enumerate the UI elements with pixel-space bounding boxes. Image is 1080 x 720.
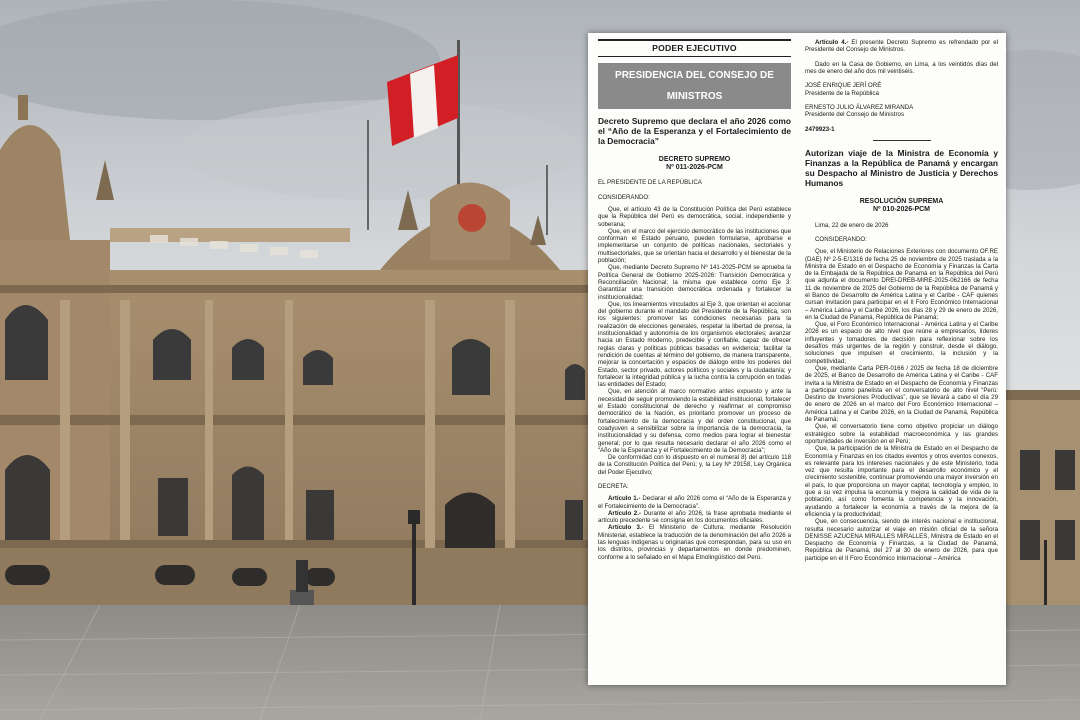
decree-number (598, 156, 791, 172)
section-header: PODER EJECUTIVO (598, 39, 791, 57)
paragraph: De conformidad con lo dispuesto en el numeral 8) del artículo 118 de la Constitución Política del Perú; y, la Ley Nº 29158, Ley Orgánica del Poder Ejecutivo; (598, 454, 791, 476)
resolution-type: RESOLUCIÓN SUPREMA (859, 198, 944, 206)
article-text: El Ministerio de Cultura, mediante Resolución Ministerial, establece la traducción de la denominación del año 2026 a las lenguas indígenas u originarias que correspondan, para su uso en los distritos, provincias y departamentos en donde predominen, conforme a lo señalado en el Mapa Etnolingüístico del Perú. (598, 524, 791, 561)
signer-name: JOSÉ ENRIQUE JERÍ ORÉ (805, 82, 882, 90)
signer-role: Presidente de la República (805, 89, 879, 97)
resolution-title: Autorizan viaje de la Ministra de Economía y Finanzas a la República de Panamá y encargan su Despacho al Ministro de Justicia y Derechos Humanos (805, 148, 998, 189)
resolution-number (805, 198, 998, 214)
reference-number: 2479923-1 (805, 125, 835, 133)
decree-title: Decreto Supremo que declara el año 2026 como el “Año de la Esperanza y el Fortalecimiento de la Democracia” (598, 116, 791, 146)
article-label: Artículo 1.- (608, 495, 641, 503)
signer-name: ERNESTO JULIO ÁLVAREZ MIRANDA (805, 104, 914, 111)
paragraph: Que, en consecuencia, siendo de interés nacional e institucional, resulta necesario autorizar el viaje en misión oficial de la señora DENISSE AZUCENA MIRALLES MIRALLES, Ministra de Estado en el Despacho de Economía y Finanzas, a la Ciudad de Panamá, República de Panamá, del 27 al 30 de enero de 2026, para que participe en el II Foro Económico Internacional – América (805, 518, 998, 562)
signer-role: Presidente del Consejo de Ministros (805, 111, 905, 119)
considerando-label: CONSIDERANDO: (598, 193, 650, 201)
left-column (598, 39, 791, 561)
article-label: Artículo 2.- (608, 509, 641, 517)
article (598, 495, 791, 510)
decree-type: DECRETO SUPREMO (658, 156, 731, 163)
signature-block (805, 104, 998, 119)
divider (873, 140, 931, 141)
article-text: Declarar el año 2026 como el “Año de la Esperanza y el Fortalecimiento de la Democracia”. (598, 495, 791, 510)
paragraph: Que, en atención al marco normativo antes expuesto y ante la necesidad de seguir promoviendo la estabilidad institucional, fortalecer el Estado constitucional de derecho y reafirmar el compromiso democrático de la Nación, es prioritario promover un proceso de fortalecimiento de la democracia y del orden constitucional, que coadyuven a sensibilizar sobre la importancia de la democracia, la institucionalidad y su defensa, como medios para lograr el bienestar general; por lo que resulta necesario declarar el año 2026 como el “Año de la Esperanza y el Fortalecimiento de la Democracia”; (598, 388, 791, 454)
article-label: Artículo 4.- (815, 39, 849, 46)
paragraph: Que, el Foro Económico Internacional - América Latina y el Caribe 2026 es un espacio de alto nivel que reúne a empresarios, líderes influyentes y tomadores de decisión para reflexionar sobre los desafíos más urgentes de la región y construir, desde el diálogo, soluciones que impulsen el crecimiento, la inclusión y la competitividad; (805, 321, 998, 365)
paragraph: Que, en el marco del ejercicio democrático de las instituciones que conforman el Estado peruano, pueden formularse, aprobarse e implementarse un conjunto de políticas nacionales, sectoriales y multisectoriales, que se orientan hacia el desarrollo y el bienestar de la población; (598, 227, 791, 265)
resolution-code: Nº 010-2026-PCM (872, 206, 931, 214)
signature-block (805, 82, 998, 97)
article (598, 510, 791, 525)
ministry-band: PRESIDENCIA DEL CONSEJO DE MINISTROS (598, 63, 791, 109)
date-line: Lima, 22 de enero de 2026 (815, 221, 889, 229)
decreta-label: DECRETA: (598, 482, 629, 490)
paragraph: Que, el Ministerio de Relaciones Exteriores con documento OF.RE (DAE) Nº 2-5-E/1316 de fecha 25 de noviembre de 2025 traslada a la Ministra de Estado en el Despacho de Economía y Finanzas la Carta de la Embajada de la República de Panamá en la República del Perú que adjunta el documento DREI-DREB-MIRE-2025-062166 de fecha 11 de noviembre de 2025 del Gobierno de la República de Panamá y el Banco de Desarrollo de América Latina y el Caribe - CAF quienes cursan invitación para participar en el II Foro Económico Internacional – América Latina y el Caribe 2026, los días 28 y 29 de enero de 2026, en la Ciudad de Panamá, República de Panamá; (805, 248, 998, 321)
official-gazette-page (588, 33, 1006, 685)
considerando-label: CONSIDERANDO: (815, 235, 867, 243)
decree-code: Nº 011-2026-PCM (666, 164, 723, 172)
article-text: Durante el año 2026, la frase aprobada mediante el artículo precedente se consigna en los documentos oficiales. (598, 509, 791, 525)
president-line: EL PRESIDENTE DE LA REPÚBLICA (598, 179, 702, 187)
paragraph: Que, el artículo 43 de la Constitución Política del Perú establece que la República del Perú es democrática, social, independiente y soberana; (598, 206, 791, 228)
paragraph: Que, el conversatorio tiene como objetivo propiciar un diálogo estratégico sobre la estabilidad macroeconómica y las grandes oportunidades de inversión en el Perú; (805, 423, 998, 445)
right-column (805, 39, 998, 562)
article-text: El presente Decreto Supremo es refrendado por el Presidente del Consejo de Ministros. (805, 39, 999, 54)
paragraph: Que, los lineamientos vinculados al Eje 3, que orientan el accionar del gobierno durante el mandato del Presidente de la República, son los siguientes: promover las condiciones necesarias para la realización de elecciones generales, respetar la libertad de prensa, la institucionalidad y autonomía de los organismos electorales; avanzar hacia un Estado moderno, predecible y confiable, capaz de ofrecer reglas claras y políticas públicas basadas en evidencia; facilitar la rendición de cuentas al término del gobierno, de manera transparente, mejorar la concertación y espacios de diálogo entre los poderes del Estado, sector privado, actores políticos y sociales y la ciudadanía; y fortalecer la integridad pública y la lucha contra la corrupción en todas las entidades del Estado; (598, 300, 791, 389)
paragraph: Que, mediante Decreto Supremo Nº 141-2025-PCM se aprueba la Política General de Gobierno 2025-2026: Transición Democrática y Reconciliación Nacional; la misma que establece como Eje 3: Garantizar una transición democrática ordenada y fortalecer la institucionalidad; (598, 264, 791, 301)
article (598, 524, 791, 560)
paragraph: Que, la participación de la Ministra de Estado en el Despacho de Economía y Finanzas en los citados eventos y otros eventos conexos, es relevante para los intereses nacionales y de este Ministerio, toda vez que resulta importante para el desarrollo económico y el crecimiento sostenible, continuar promoviendo una mayor inversión en el país, lo que proporciona un mayor capital, tecnología y empleo, lo que a su vez impulsa la economía y mejora la calidad de vida de la población, así como fomenta la competencia y la innovación, ayudando a fortalecer la economía a través de la mejora de la eficiencia y la productividad; (805, 445, 998, 518)
article (805, 39, 998, 54)
paragraph: Que, mediante Carta PER-0166 / 2025 de fecha 18 de diciembre de 2025, el Banco de Desarrollo de América Latina y el Caribe - CAF invita a la Ministra de Estado en el Despacho de Economía y Finanzas a participar como panelista en el conversatorio de alto nivel “Perú: Destino de Inversiones Productivas”, que se llevará a cabo el día 29 de enero de 2026 en el marco del Foro Económico Internacional – América Latina y el Caribe 2026, en la Ciudad de Panamá, República de Panamá; (805, 364, 998, 424)
article-label: Artículo 3.- (608, 524, 644, 532)
given-line: Dado en la Casa de Gobierno, en Lima, a los veintidós días del mes de enero del año dos mil veintiséis. (805, 60, 998, 75)
